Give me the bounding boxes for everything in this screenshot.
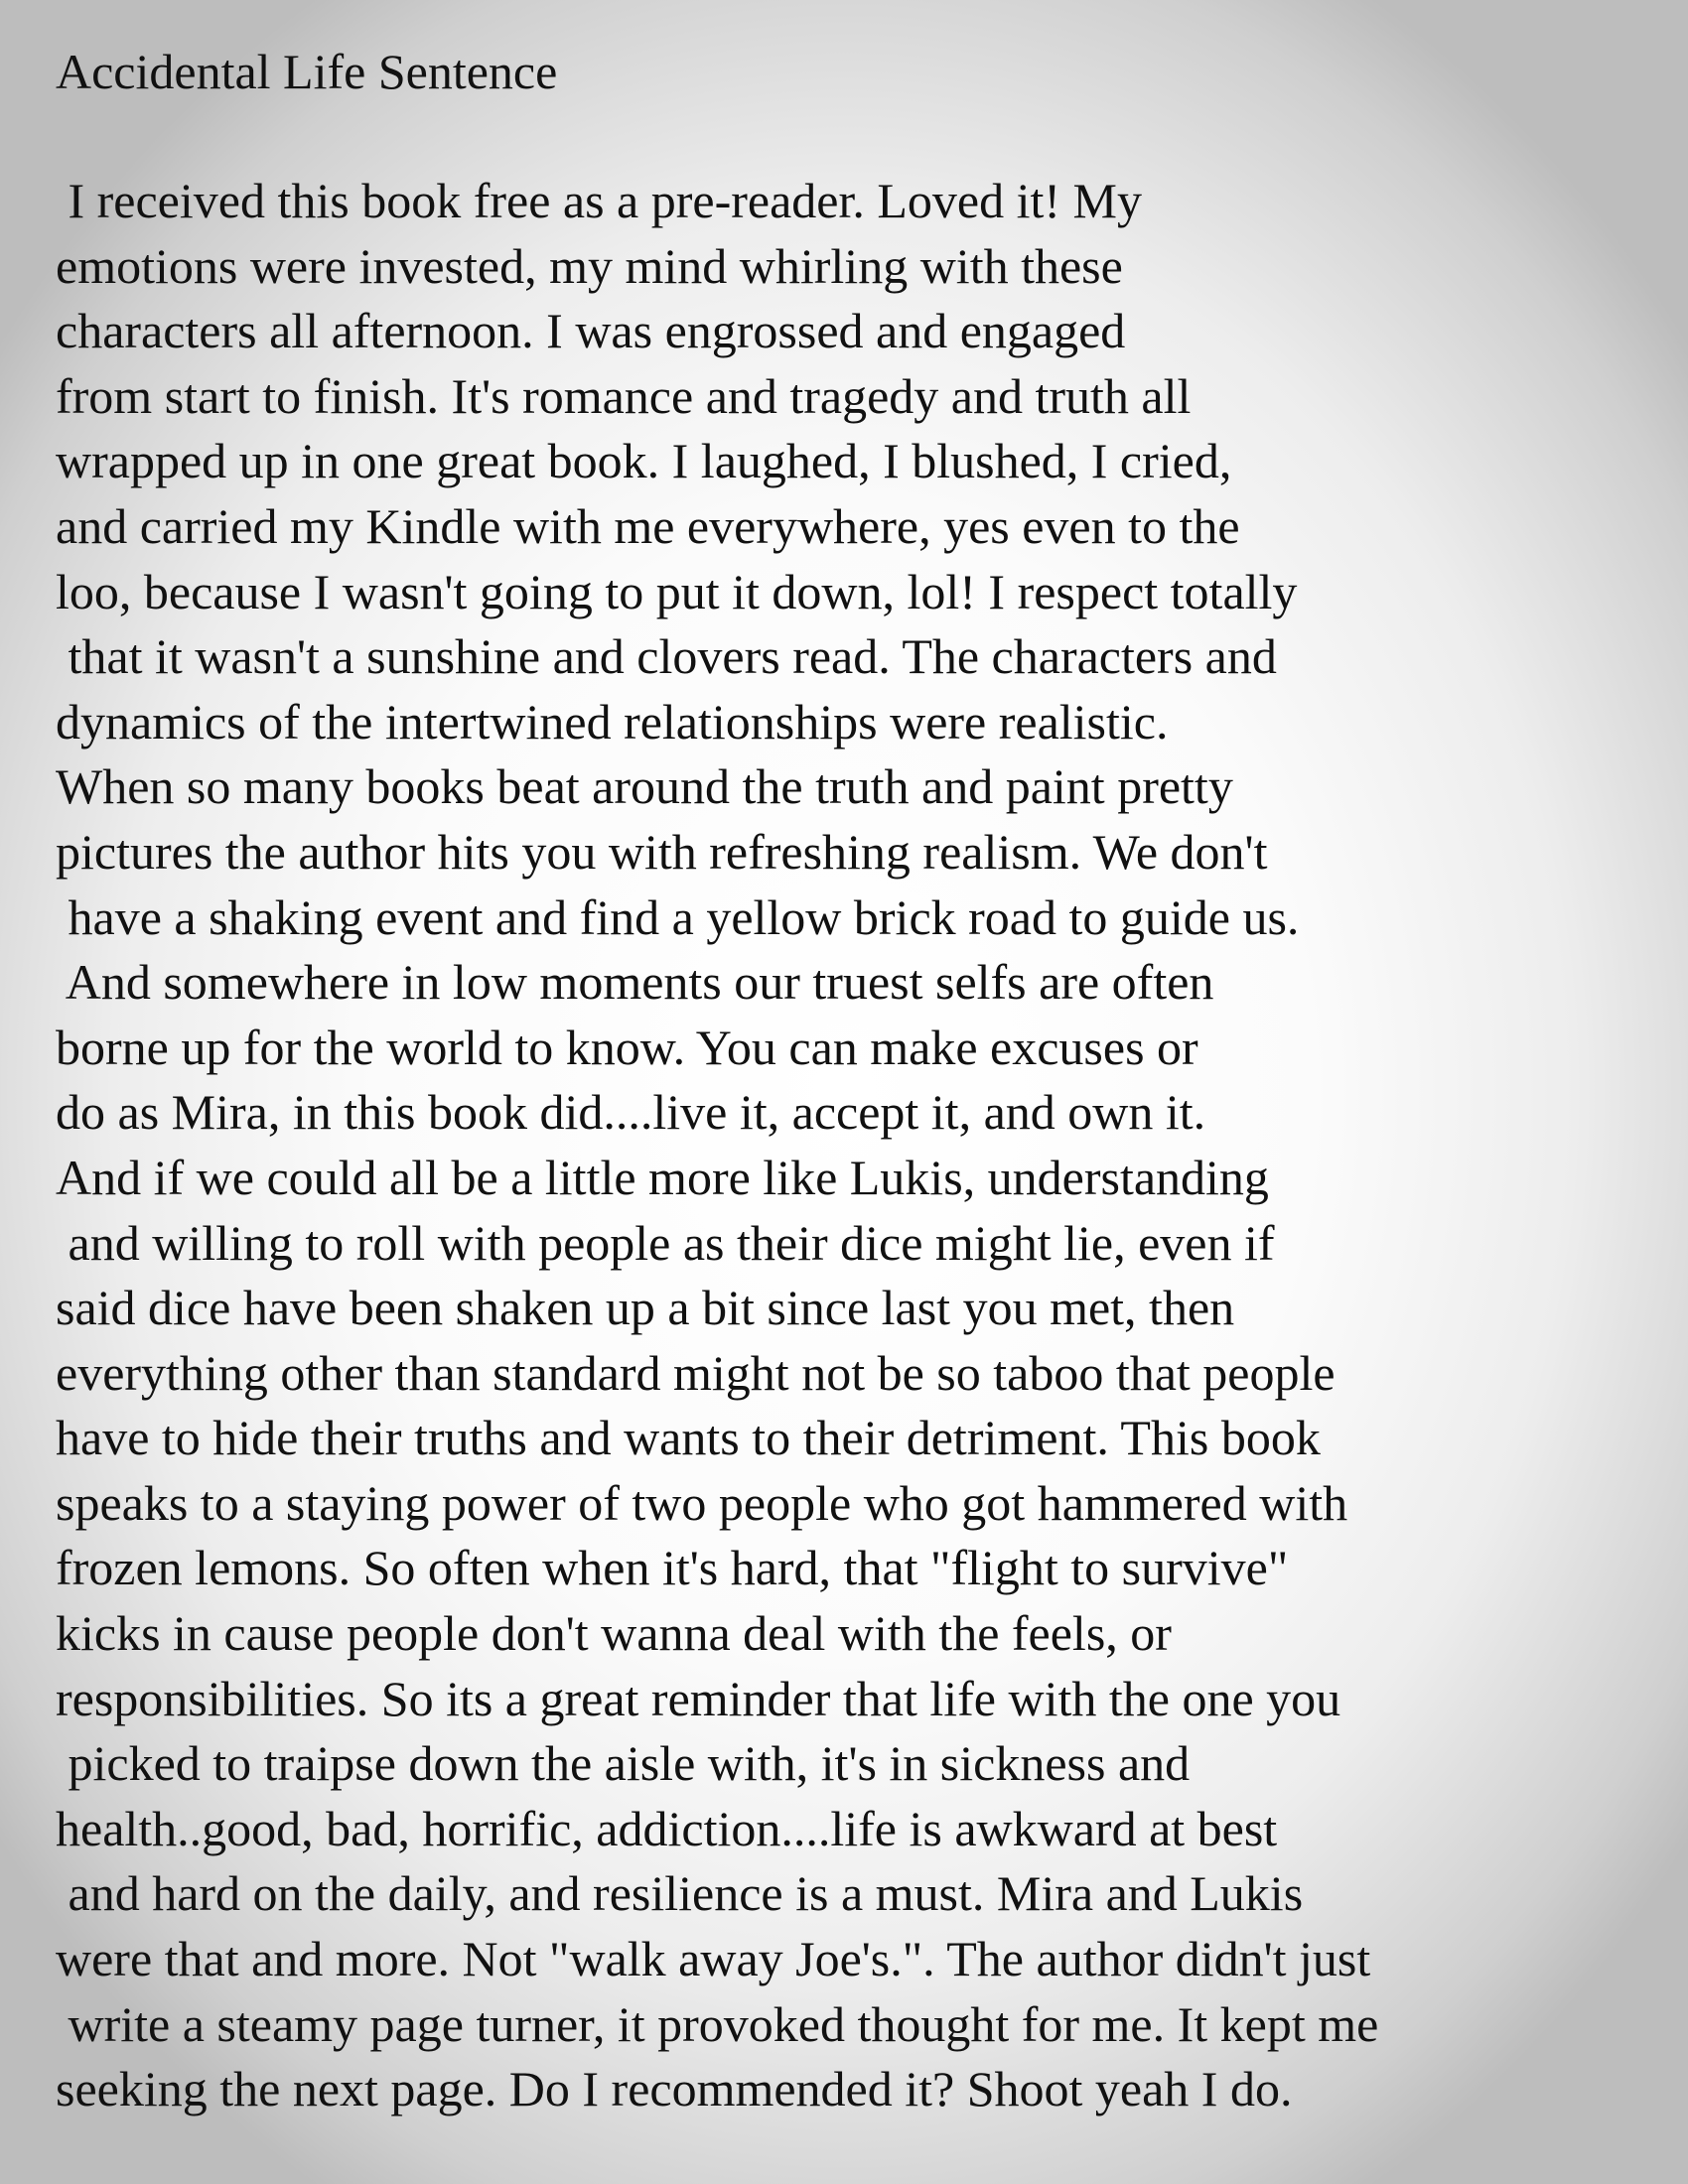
text-line: do as Mira, in this book did....live it, accept it, and own it.	[56, 1084, 1206, 1141]
text-line: and willing to roll with people as their dice might lie, even if	[56, 1214, 1275, 1271]
text-line: were that and more. Not "walk away Joe's.". The author didn't just	[56, 1931, 1371, 1987]
text-line: responsibilities. So its a great reminder that life with the one you	[56, 1670, 1341, 1726]
text-line: wrapped up in one great book. I laughed, I blushed, I cried,	[56, 433, 1232, 489]
text-line: from start to finish. It's romance and tragedy and truth all	[56, 367, 1192, 424]
text-line: emotions were invested, my mind whirling with these	[56, 237, 1123, 294]
text-line: said dice have been shaken up a bit since last you met, then	[56, 1280, 1235, 1336]
text-line: pictures the author hits you with refreshing realism. We don't	[56, 823, 1268, 880]
text-line: When so many books beat around the truth and paint pretty	[56, 758, 1233, 815]
text-line: and carried my Kindle with me everywhere, yes even to the	[56, 497, 1240, 554]
text-line: that it wasn't a sunshine and clovers read. The characters and	[56, 628, 1277, 685]
text-line: dynamics of the intertwined relationships were realistic.	[56, 693, 1169, 750]
document-title: Accidental Life Sentence	[56, 44, 558, 99]
text-line: health..good, bad, horrific, addiction....life is awkward at best	[56, 1800, 1278, 1856]
text-line: speaks to a staying power of two people who got hammered with	[56, 1474, 1348, 1531]
text-line: picked to traipse down the aisle with, it's in sickness and	[56, 1735, 1191, 1792]
text-line: And somewhere in low moments our truest selfs are often	[56, 954, 1214, 1011]
text-line: characters all afternoon. I was engrossed and engaged	[56, 303, 1126, 359]
text-line: And if we could all be a little more like Lukis, understanding	[56, 1149, 1269, 1205]
text-line: I received this book free as a pre-reader. Loved it! My	[56, 173, 1142, 228]
text-line: kicks in cause people don't wanna deal with the feels, or	[56, 1605, 1172, 1662]
text-line: frozen lemons. So often when it's hard, that "flight to survive"	[56, 1540, 1289, 1596]
text-line: everything other than standard might not be so taboo that people	[56, 1344, 1336, 1401]
text-line: loo, because I wasn't going to put it down, lol! I respect totally	[56, 563, 1298, 619]
text-line: seeking the next page. Do I recommended it? Shoot yeah I do.	[56, 2061, 1293, 2117]
text-line: borne up for the world to know. You can make excuses or	[56, 1019, 1198, 1075]
text-line: have a shaking event and find a yellow brick road to guide us.	[56, 888, 1300, 945]
text-line: write a steamy page turner, it provoked thought for me. It kept me	[56, 1995, 1379, 2052]
text-line: have to hide their truths and wants to their detriment. This book	[56, 1410, 1321, 1466]
review-text	[56, 169, 1664, 2122]
text-line: and hard on the daily, and resilience is a must. Mira and Lukis	[56, 1865, 1304, 1922]
